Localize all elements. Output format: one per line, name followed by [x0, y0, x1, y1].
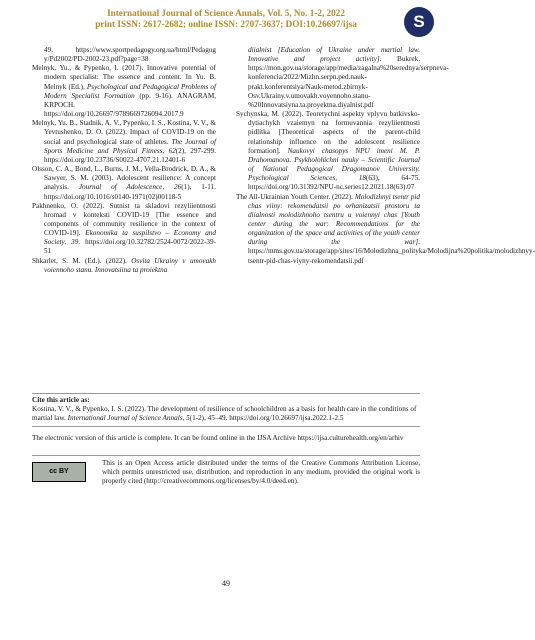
- reference-item: Olsson, C. A., Bond, L., Burns, J. M., Vella-Brodrick, D. A., & Sawyer, S. M. (2003). Adolescent resilience: A concept analysis. Journal of Adolescence, 26(1), 1-11. https://doi.org/10.1016/s0140-1971(02)00118-5: [32, 165, 216, 201]
- reference-item: Melnyk, Yu. B., Stadnik, A. V., Pypenko, I. S., Kostina, V. V., & Yevtushenko, D. O. (2022). Impact of COVID-19 on the social and psychological state of athletes. The Journal of Sports Medicine and Physical Fitness, 62(2), 297-299. https://doi.org/10.23736/S0022-4707.21.12401-6: [32, 119, 217, 164]
- reference-item-continued: diialnist [Education of Ukraine under martial law. Innovative and project activity]. Bukrek. https://mon.gov.ua/storage/app/media/zagalna%20serednya/serpneva-konferencia/2022/Mizhn.serpn.ped.nauk-prakt.konferentsiya/Nauk-metod.zbirnyk-Osv.Ukrainy.v.umovakh.voyennoho.stanu-%20Innovatsiyna.ta.proyektna.diyalnist.pdf: [248, 46, 449, 109]
- license-block: [32, 455, 420, 485]
- citation-text: Kostina, V. V., & Pypenko, I. S. (2022). The development of resilience of schoolchildren as a basis for health care in the conditions of martial law. International Journal of Science Annals, 5(1-2), 45–49. https://doi.org/10.26697/ijsa.2022.1-2.5: [32, 405, 417, 422]
- citation-box: [32, 393, 420, 427]
- reference-item: Sychynska, M. (2022). Teoretychni aspekty vplyvu batkivsko-dytiachykh vzaiemyn na formuvannia rezyliientnosti pidlitka [Theoretical aspects of the parent-child relationship influence on the adolescent resilience formation]. Naukovyi chasopys NPU imeni M. P. Drahomanova. Psykholohichni nauky – Scientific Journal of National Pedagogical Dragomanov University. Psychological Sciences, 18(63), 64-75. https://doi.org/10.31392/NPU-nc.series12.2021.18(63).07: [236, 110, 420, 192]
- journal-header: [0, 0, 452, 40]
- reference-item: The All-Ukrainian Youth Center. (2022). Molodizhnyi tsentr pid chas viiny: rekomendatsii po orhanizatsii prostoru ta diialnosti molodizhnoho tsentru u voiennyi chas [Youth center during the war: Recommendations for the organization of the space and activities of the youth center during the war]. https://mms.gov.ua/storage/app/sites/16/Molodizhna_polityka/Molodijna%20politika/molodizhnyy-tsentr-pid-chas-viyny-rekomendatsii.pdf: [236, 192, 535, 265]
- cc-by-icon: cc BY: [32, 462, 86, 482]
- journal-logo: S: [404, 7, 434, 37]
- electronic-version-note: The electronic version of this article is complete. It can be found online in the IJSA Archive https://ijsa.culturehealth.org/en/arhiv: [32, 434, 404, 442]
- citation-heading: Cite this article as:: [32, 396, 90, 404]
- journal-issn: print ISSN: 2617-2682; online ISSN: 2707-3637; DOI:10.26697/ijsa: [95, 19, 357, 29]
- references-left-column: [32, 46, 216, 275]
- references-right-column: [236, 46, 535, 266]
- reference-item: Melnyk, Yu., & Pypenko, I. (2017). Innovative potential of modern specialist: The essence and content. In Yu. B. Melnyk (Ed.), Psychological and Pedagogical Problems of Modern Specialist Formation (pp. 9-16). ANAGRAM, KRPOCH. https://doi.org/10.26697/9789669726094.2017.9: [32, 64, 217, 119]
- journal-title: International Journal of Science Annals, Vol. 5, No. 1-2, 2022: [107, 8, 345, 18]
- license-text: This is an Open Access article distributed under the terms of the Creative Commons Attribution License, which permits unrestricted use, distribution, and reproduction in any medium, provided the original work is properly cited (http://creativecommons.org/licenses/by/4.0/deed.en).: [102, 459, 420, 485]
- reference-item: 49. https://www.sportpedagogy.org.ua/html/Pedagog y/Pd2002/PD-2002-23.pdf?page=38: [44, 46, 216, 64]
- page-number: 49: [222, 579, 230, 588]
- reference-item: Shkarlet, S. M. (Ed.). (2022). Osvita Ukrainy v umovakh voiennoho stanu. Innovatsiina ta proiektna: [32, 256, 216, 274]
- reference-item: Pakhnenko, O. (2022). Sutnist ta skladovi rezyliientnosti hromad v konteksti COVID-19 [The essence and components of community resilience in the context of COVID-19]. Ekonomika ta suspilstvo – Economy and Society, 39. https://doi.org/10.32782/2524-0072/2022-39-51: [32, 201, 217, 256]
